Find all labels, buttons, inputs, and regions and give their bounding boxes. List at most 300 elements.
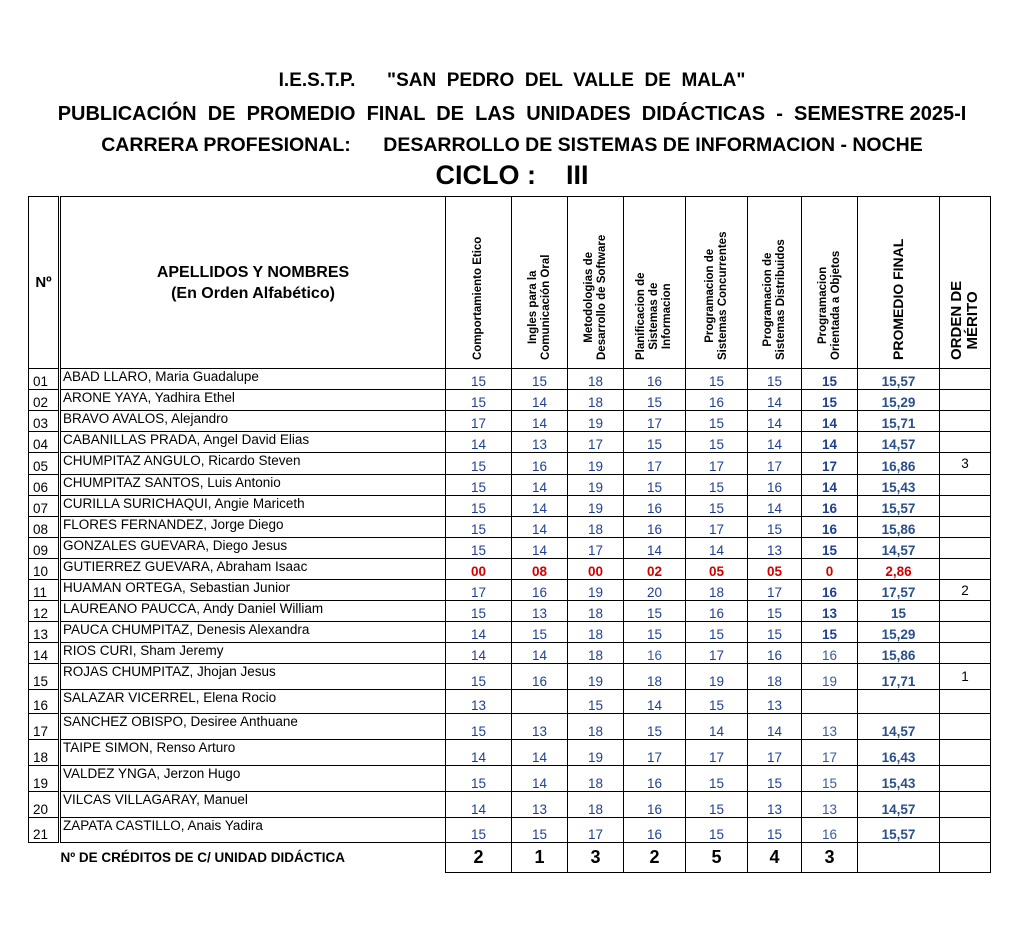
student-row xyxy=(29,622,991,643)
student-name: ARONE YAYA, Yadhira Ethel xyxy=(60,390,446,411)
column-header-subject-1 xyxy=(446,197,512,369)
grade-cell: 16 xyxy=(624,818,686,843)
subject-header-line: Comportamiento Etico xyxy=(472,236,484,360)
student-name: GONZALES GUEVARA, Diego Jesus xyxy=(60,538,446,559)
student-row xyxy=(29,390,991,411)
grade-cell: 15 xyxy=(446,517,512,538)
student-name: CABANILLAS PRADA, Angel David Elias xyxy=(60,432,446,453)
grade-cell: 19 xyxy=(568,453,624,475)
row-number: 06 xyxy=(29,475,60,496)
merit-order: 2 xyxy=(940,580,991,601)
column-header-subject-5 xyxy=(686,197,748,369)
grade-cell: 14 xyxy=(512,643,568,664)
subject-header-line: Orientada a Objetos xyxy=(829,250,842,360)
grade-cell: 17 xyxy=(446,580,512,601)
final-average: 15,86 xyxy=(858,643,940,664)
subject-header-text xyxy=(762,239,788,360)
final-average: 14,57 xyxy=(858,538,940,559)
student-row xyxy=(29,601,991,622)
grade-cell: 17 xyxy=(446,411,512,432)
grade-cell: 13 xyxy=(512,792,568,818)
student-row xyxy=(29,766,991,792)
column-header-subject-7 xyxy=(802,197,858,369)
grade-cell: 16 xyxy=(624,517,686,538)
final-average: 16,86 xyxy=(858,453,940,475)
student-row xyxy=(29,714,991,740)
grade-cell: 15 xyxy=(446,390,512,411)
student-name: CHUMPITAZ SANTOS, Luis Antonio xyxy=(60,475,446,496)
final-average: 15,57 xyxy=(858,818,940,843)
grade-cell: 19 xyxy=(568,664,624,690)
credit-value: 2 xyxy=(624,843,686,873)
student-name: SANCHEZ OBISPO, Desiree Anthuane xyxy=(60,714,446,740)
grade-cell: 0 xyxy=(802,559,858,580)
grade-cell: 14 xyxy=(446,792,512,818)
merit-order: 1 xyxy=(940,664,991,690)
grade-cell: 18 xyxy=(568,517,624,538)
grade-cell: 18 xyxy=(568,622,624,643)
column-header-merit-order xyxy=(940,197,991,369)
final-average: 15,57 xyxy=(858,496,940,517)
grade-cell: 14 xyxy=(748,496,802,517)
grade-cell: 13 xyxy=(802,714,858,740)
grade-cell: 14 xyxy=(512,475,568,496)
grade-cell: 17 xyxy=(686,517,748,538)
subject-header-text xyxy=(817,251,843,360)
grade-cell: 15 xyxy=(748,818,802,843)
student-row xyxy=(29,643,991,664)
grade-cell: 17 xyxy=(568,538,624,559)
grade-cell: 15 xyxy=(686,792,748,818)
grade-cell: 14 xyxy=(512,517,568,538)
student-row xyxy=(29,740,991,766)
grade-cell: 15 xyxy=(446,496,512,517)
grade-cell: 16 xyxy=(748,475,802,496)
grade-cell: 19 xyxy=(802,664,858,690)
final-average: 15,57 xyxy=(858,369,940,390)
subject-header-line: Comunicación Oral xyxy=(539,254,552,360)
grade-cell: 15 xyxy=(446,453,512,475)
column-header-final-average xyxy=(858,197,940,369)
column-header-subject-3 xyxy=(568,197,624,369)
final-average: 17,71 xyxy=(858,664,940,690)
grade-cell: 13 xyxy=(748,538,802,559)
credits-empty-cell xyxy=(858,843,940,873)
grade-cell: 14 xyxy=(446,643,512,664)
grade-cell: 14 xyxy=(624,690,686,714)
row-number: 12 xyxy=(29,601,60,622)
grade-cell: 17 xyxy=(686,643,748,664)
grade-cell: 13 xyxy=(512,432,568,453)
student-name: ZAPATA CASTILLO, Anais Yadira xyxy=(60,818,446,843)
grade-cell: 13 xyxy=(802,601,858,622)
grade-cell: 15 xyxy=(686,690,748,714)
grade-cell: 15 xyxy=(748,369,802,390)
grade-cell: 17 xyxy=(686,453,748,475)
grade-cell: 14 xyxy=(802,411,858,432)
merit-order xyxy=(940,390,991,411)
grade-cell: 17 xyxy=(624,453,686,475)
grade-cell: 18 xyxy=(568,714,624,740)
subject-header-text xyxy=(472,237,485,360)
grade-cell: 15 xyxy=(512,622,568,643)
grade-cell: 17 xyxy=(624,411,686,432)
grade-cell: 17 xyxy=(802,740,858,766)
subject-header-line: Informacion xyxy=(661,283,673,350)
merit-order xyxy=(940,411,991,432)
row-number: 11 xyxy=(29,580,60,601)
grade-cell: 02 xyxy=(624,559,686,580)
final-average: 15,86 xyxy=(858,517,940,538)
subject-header-line: Sistemas Concurrentes xyxy=(716,231,729,360)
student-row xyxy=(29,664,991,690)
merit-header-line2: MÉRITO xyxy=(964,291,981,350)
student-name: HUAMAN ORTEGA, Sebastian Junior xyxy=(60,580,446,601)
grade-cell: 15 xyxy=(686,369,748,390)
grade-cell: 16 xyxy=(686,390,748,411)
grade-cell: 05 xyxy=(686,559,748,580)
grade-cell: 19 xyxy=(568,496,624,517)
grade-cell: 15 xyxy=(802,766,858,792)
row-number: 05 xyxy=(29,453,60,475)
row-number: 18 xyxy=(29,740,60,766)
merit-order xyxy=(940,601,991,622)
grade-cell: 18 xyxy=(624,664,686,690)
grade-cell: 15 xyxy=(446,818,512,843)
grade-cell: 19 xyxy=(568,740,624,766)
grade-cell: 14 xyxy=(686,714,748,740)
grade-cell: 17 xyxy=(568,818,624,843)
grade-cell: 18 xyxy=(568,792,624,818)
grade-cell: 15 xyxy=(624,622,686,643)
grade-cell: 15 xyxy=(802,538,858,559)
student-row xyxy=(29,517,991,538)
grade-cell: 15 xyxy=(446,538,512,559)
merit-order xyxy=(940,792,991,818)
grade-cell: 15 xyxy=(748,517,802,538)
merit-order xyxy=(940,496,991,517)
grade-cell: 14 xyxy=(512,411,568,432)
grade-cell: 14 xyxy=(512,538,568,559)
grade-cell: 15 xyxy=(568,690,624,714)
final-average: 15,29 xyxy=(858,390,940,411)
grade-cell: 15 xyxy=(446,475,512,496)
subject-header-line: Sistemas Distribuidos xyxy=(774,239,787,360)
career-title: CARRERA PROFESIONAL: DESARROLLO DE SISTEMAS DE INFORMACION - NOCHE xyxy=(101,134,923,156)
grade-cell: 14 xyxy=(446,622,512,643)
student-row xyxy=(29,496,991,517)
grade-cell: 14 xyxy=(686,538,748,559)
row-number: 07 xyxy=(29,496,60,517)
grade-cell: 14 xyxy=(512,740,568,766)
final-average: 17,57 xyxy=(858,580,940,601)
grade-cell: 15 xyxy=(748,601,802,622)
subject-header-line: Metodologias de xyxy=(582,252,595,343)
credit-value: 1 xyxy=(512,843,568,873)
grade-cell: 17 xyxy=(624,740,686,766)
column-header-subject-2 xyxy=(512,197,568,369)
credits-empty-cell xyxy=(940,843,991,873)
grade-cell: 16 xyxy=(802,818,858,843)
grade-cell: 17 xyxy=(568,432,624,453)
row-number: 15 xyxy=(29,664,60,690)
grade-cell: 00 xyxy=(446,559,512,580)
grade-cell: 15 xyxy=(512,818,568,843)
grade-cell: 05 xyxy=(748,559,802,580)
grade-cell: 20 xyxy=(624,580,686,601)
grade-cell: 17 xyxy=(802,453,858,475)
final-average: 14,57 xyxy=(858,714,940,740)
merit-order xyxy=(940,432,991,453)
merit-order xyxy=(940,818,991,843)
grade-cell: 15 xyxy=(446,714,512,740)
student-row xyxy=(29,475,991,496)
student-name: CHUMPITAZ ANGULO, Ricardo Steven xyxy=(60,453,446,475)
grade-cell xyxy=(512,690,568,714)
credit-value: 3 xyxy=(802,843,858,873)
merit-order xyxy=(940,690,991,714)
row-number: 14 xyxy=(29,643,60,664)
grade-cell: 19 xyxy=(568,580,624,601)
grade-cell: 14 xyxy=(512,496,568,517)
subject-header-line: Programacion de xyxy=(703,248,716,343)
subject-header-text xyxy=(635,272,674,360)
student-name: ROJAS CHUMPITAZ, Jhojan Jesus xyxy=(60,664,446,690)
grade-cell: 14 xyxy=(748,390,802,411)
final-average: 14,57 xyxy=(858,792,940,818)
name-header-line1: APELLIDOS Y NOMBRES xyxy=(156,263,350,281)
merit-order xyxy=(940,622,991,643)
grade-cell: 15 xyxy=(686,475,748,496)
merit-order xyxy=(940,740,991,766)
credit-value: 4 xyxy=(748,843,802,873)
student-row xyxy=(29,411,991,432)
merit-order xyxy=(940,714,991,740)
student-row xyxy=(29,792,991,818)
merit-header-line1: ORDEN DE xyxy=(948,280,965,360)
grade-cell: 18 xyxy=(568,390,624,411)
merit-order xyxy=(940,369,991,390)
grade-cell: 16 xyxy=(512,664,568,690)
grade-cell: 15 xyxy=(686,411,748,432)
grade-cell: 16 xyxy=(512,580,568,601)
row-number: 09 xyxy=(29,538,60,559)
merit-order xyxy=(940,559,991,580)
grade-cell: 17 xyxy=(748,740,802,766)
student-row xyxy=(29,559,991,580)
row-number: 10 xyxy=(29,559,60,580)
grade-cell: 15 xyxy=(624,601,686,622)
column-header-subject-6 xyxy=(748,197,802,369)
student-name: RIOS CURI, Sham Jeremy xyxy=(60,643,446,664)
column-header-no: Nº xyxy=(29,197,60,369)
student-name: SALAZAR VICERREL, Elena Rocio xyxy=(60,690,446,714)
grade-cell: 16 xyxy=(802,517,858,538)
subject-header-line: Ingles para la xyxy=(526,270,539,345)
grade-cell: 15 xyxy=(512,369,568,390)
grade-cell: 19 xyxy=(568,411,624,432)
subject-header-line: Programacion xyxy=(816,266,829,345)
grade-cell: 13 xyxy=(446,690,512,714)
grade-cell: 15 xyxy=(686,622,748,643)
student-name: GUTIERREZ GUEVARA, Abraham Isaac xyxy=(60,559,446,580)
grade-cell: 15 xyxy=(624,714,686,740)
grade-cell: 14 xyxy=(748,432,802,453)
grade-cell: 15 xyxy=(624,390,686,411)
grade-cell: 15 xyxy=(446,766,512,792)
student-name: PAUCA CHUMPITAZ, Denesis Alexandra xyxy=(60,622,446,643)
final-average: 15,71 xyxy=(858,411,940,432)
row-number: 20 xyxy=(29,792,60,818)
grade-cell: 16 xyxy=(802,643,858,664)
grade-cell: 13 xyxy=(748,690,802,714)
final-average-header-text: PROMEDIO FINAL xyxy=(890,238,906,360)
grade-cell: 15 xyxy=(748,766,802,792)
student-row xyxy=(29,538,991,559)
grade-cell: 15 xyxy=(624,432,686,453)
grade-cell: 17 xyxy=(748,580,802,601)
grade-cell: 15 xyxy=(802,390,858,411)
final-average: 2,86 xyxy=(858,559,940,580)
grade-cell: 14 xyxy=(512,766,568,792)
credit-value: 3 xyxy=(568,843,624,873)
grade-cell: 14 xyxy=(446,432,512,453)
row-number: 19 xyxy=(29,766,60,792)
final-average: 16,43 xyxy=(858,740,940,766)
grade-cell: 16 xyxy=(624,496,686,517)
grade-cell: 17 xyxy=(748,453,802,475)
grade-cell: 16 xyxy=(748,643,802,664)
grade-cell: 14 xyxy=(446,740,512,766)
subject-header-text xyxy=(527,255,553,360)
grade-cell: 16 xyxy=(686,601,748,622)
cycle-title: CICLO : III xyxy=(435,160,589,190)
row-number: 13 xyxy=(29,622,60,643)
grades-table xyxy=(28,196,991,873)
grade-cell: 16 xyxy=(802,496,858,517)
student-row xyxy=(29,580,991,601)
column-header-name xyxy=(60,197,446,369)
grade-cell: 18 xyxy=(748,664,802,690)
grade-cell: 16 xyxy=(624,643,686,664)
institution-title: I.E.S.T.P. "SAN PEDRO DEL VALLE DE MALA" xyxy=(278,70,746,91)
subject-header-line: Programacion de xyxy=(761,252,774,347)
student-name: ABAD LLARO, Maria Guadalupe xyxy=(60,369,446,390)
row-number: 17 xyxy=(29,714,60,740)
grade-cell: 18 xyxy=(686,580,748,601)
merit-order xyxy=(940,517,991,538)
grade-cell: 15 xyxy=(748,622,802,643)
credits-label: Nº DE CRÉDITOS DE C/ UNIDAD DIDÁCTICA xyxy=(60,850,345,866)
grade-cell: 18 xyxy=(568,369,624,390)
grade-cell: 15 xyxy=(686,766,748,792)
grade-cell: 19 xyxy=(686,664,748,690)
grade-cell: 13 xyxy=(512,714,568,740)
grade-cell: 18 xyxy=(568,643,624,664)
subject-header-line: Sistemas de xyxy=(648,282,660,350)
student-name: BRAVO AVALOS, Alejandro xyxy=(60,411,446,432)
merit-order: 3 xyxy=(940,453,991,475)
grade-cell: 18 xyxy=(568,766,624,792)
column-header-subject-4 xyxy=(624,197,686,369)
grade-cell: 15 xyxy=(686,432,748,453)
student-row xyxy=(29,690,991,714)
grade-cell: 15 xyxy=(446,664,512,690)
merit-order xyxy=(940,475,991,496)
grade-cell: 13 xyxy=(512,601,568,622)
student-row xyxy=(29,453,991,475)
student-row xyxy=(29,369,991,390)
grade-cell: 14 xyxy=(802,475,858,496)
student-name: CURILLA SURICHAQUI, Angie Mariceth xyxy=(60,496,446,517)
student-name: LAUREANO PAUCCA, Andy Daniel William xyxy=(60,601,446,622)
row-number: 01 xyxy=(29,369,60,390)
grade-cell: 15 xyxy=(802,622,858,643)
credit-value: 5 xyxy=(686,843,748,873)
grade-cell: 15 xyxy=(446,601,512,622)
student-name: VALDEZ YNGA, Jerzon Hugo xyxy=(60,766,446,792)
subject-header-line: Desarrollo de Software xyxy=(595,234,608,360)
student-name: VILCAS VILLAGARAY, Manuel xyxy=(60,792,446,818)
subject-header-text xyxy=(583,235,609,360)
final-average xyxy=(858,690,940,714)
credits-row xyxy=(29,843,991,873)
grade-cell: 15 xyxy=(686,496,748,517)
grade-cell: 14 xyxy=(748,411,802,432)
row-number: 08 xyxy=(29,517,60,538)
grade-cell: 15 xyxy=(624,475,686,496)
row-number: 02 xyxy=(29,390,60,411)
student-name: TAIPE SIMON, Renso Arturo xyxy=(60,740,446,766)
grade-cell: 16 xyxy=(624,369,686,390)
name-header-line2: (En Orden Alfabético) xyxy=(171,284,335,302)
final-average: 15,43 xyxy=(858,475,940,496)
subject-header-line: Planificacion de xyxy=(635,272,647,360)
grade-cell: 00 xyxy=(568,559,624,580)
merit-order xyxy=(940,538,991,559)
publication-title: PUBLICACIÓN DE PROMEDIO FINAL DE LAS UNIDADES DIDÁCTICAS - SEMESTRE 2025-I xyxy=(57,103,967,125)
row-number: 16 xyxy=(29,690,60,714)
final-average: 15,29 xyxy=(858,622,940,643)
grade-cell: 16 xyxy=(802,580,858,601)
row-number: 03 xyxy=(29,411,60,432)
grade-cell: 13 xyxy=(802,792,858,818)
subject-header-text xyxy=(704,232,730,360)
credit-value: 2 xyxy=(446,843,512,873)
grade-cell: 14 xyxy=(624,538,686,559)
grade-cell: 15 xyxy=(686,818,748,843)
student-name: FLORES FERNANDEZ, Jorge Diego xyxy=(60,517,446,538)
merit-order xyxy=(940,766,991,792)
grade-cell: 16 xyxy=(512,453,568,475)
final-average: 14,57 xyxy=(858,432,940,453)
final-average: 15 xyxy=(858,601,940,622)
table-header-row xyxy=(29,197,991,369)
merit-order xyxy=(940,643,991,664)
grade-cell: 14 xyxy=(748,714,802,740)
grade-cell: 19 xyxy=(568,475,624,496)
grade-cell: 16 xyxy=(624,766,686,792)
student-row xyxy=(29,818,991,843)
grade-cell: 14 xyxy=(512,390,568,411)
grade-cell: 18 xyxy=(568,601,624,622)
grade-cell: 15 xyxy=(802,369,858,390)
grade-cell xyxy=(802,690,858,714)
student-row xyxy=(29,432,991,453)
grade-cell: 13 xyxy=(748,792,802,818)
grade-cell: 17 xyxy=(686,740,748,766)
grade-cell: 15 xyxy=(446,369,512,390)
